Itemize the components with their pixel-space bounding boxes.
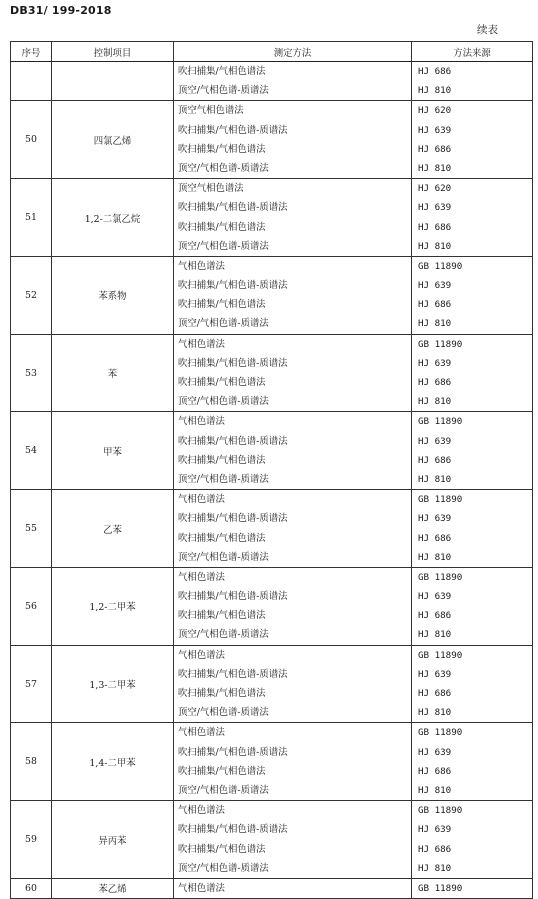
source-line: HJ 810 xyxy=(418,240,452,252)
row-methods xyxy=(174,567,412,645)
row-seq: 60 xyxy=(11,878,52,898)
source-line: HJ 639 xyxy=(418,435,452,447)
row-item: 四氯乙烯 xyxy=(52,101,174,179)
row-seq: 58 xyxy=(11,723,52,801)
source-line: GB 11890 xyxy=(418,649,463,661)
method-line: 顶空/气相色谱-质谱法 xyxy=(178,396,269,408)
source-line: HJ 639 xyxy=(418,202,452,214)
source-line: HJ 686 xyxy=(418,688,452,699)
row-seq: 59 xyxy=(11,801,52,879)
source-line: HJ 810 xyxy=(418,318,452,330)
source-line: HJ 686 xyxy=(418,221,452,233)
row-seq: 50 xyxy=(11,101,52,179)
row-methods xyxy=(174,490,412,568)
method-line: 吹扫捕集/气相色谱-质谱法 xyxy=(178,435,288,447)
source-line: HJ 686 xyxy=(418,377,452,388)
method-line: 吹扫捕集/气相色谱-质谱法 xyxy=(178,591,288,603)
row-seq xyxy=(11,62,52,101)
method-line: 吹扫捕集/气相色谱法 xyxy=(178,221,266,233)
method-line: 顶空/气相色谱-质谱法 xyxy=(178,473,269,485)
row-item: 苯乙烯 xyxy=(52,878,174,898)
source-line: HJ 686 xyxy=(418,765,452,777)
row-methods xyxy=(174,334,412,412)
row-item: 异丙苯 xyxy=(52,801,174,879)
header-seq: 序号 xyxy=(11,42,52,62)
row-item: 1,3-二甲苯 xyxy=(52,645,174,723)
row-sources xyxy=(412,645,533,723)
row-item: 1,2-二氯乙烷 xyxy=(52,179,174,257)
method-line: 顶空/气相色谱-质谱法 xyxy=(178,162,269,174)
method-line: 吹扫捕集/气相色谱-质谱法 xyxy=(178,668,288,680)
method-line: 吹扫捕集/气相色谱法 xyxy=(178,66,266,77)
row-methods xyxy=(174,179,412,257)
method-line: 吹扫捕集/气相色谱法 xyxy=(178,843,266,855)
method-line: 吹扫捕集/气相色谱-质谱法 xyxy=(178,280,288,292)
row-methods xyxy=(174,878,412,898)
document-code: DB31/ 199-2018 xyxy=(10,4,112,17)
row-sources xyxy=(412,256,533,334)
row-item: 甲苯 xyxy=(52,412,174,490)
source-line: GB 11890 xyxy=(418,416,463,428)
row-item: 苯 xyxy=(52,334,174,412)
row-item: 1,4-二甲苯 xyxy=(52,723,174,801)
row-methods xyxy=(174,645,412,723)
row-methods xyxy=(174,412,412,490)
method-line: 顶空/气相色谱-质谱法 xyxy=(178,85,269,97)
source-line: HJ 810 xyxy=(418,396,452,408)
source-line: HJ 639 xyxy=(418,668,452,680)
table-row xyxy=(11,645,533,723)
header-item: 控制项目 xyxy=(52,42,174,62)
row-methods xyxy=(174,723,412,801)
source-line: HJ 686 xyxy=(418,143,452,155)
row-sources xyxy=(412,723,533,801)
method-line: 气相色谱法 xyxy=(178,494,225,506)
source-line: HJ 686 xyxy=(418,66,452,77)
method-line: 气相色谱法 xyxy=(178,882,225,894)
method-line: 吹扫捕集/气相色谱法 xyxy=(178,454,266,466)
source-line: HJ 686 xyxy=(418,454,452,466)
source-line: GB 11890 xyxy=(418,727,463,739)
source-line: HJ 639 xyxy=(418,513,452,525)
method-line: 吹扫捕集/气相色谱法 xyxy=(178,143,266,155)
row-sources xyxy=(412,412,533,490)
row-seq: 55 xyxy=(11,490,52,568)
row-sources xyxy=(412,334,533,412)
table-body xyxy=(11,62,533,899)
row-item: 乙苯 xyxy=(52,490,174,568)
row-item: 1,2-二甲苯 xyxy=(52,567,174,645)
row-sources xyxy=(412,567,533,645)
method-line: 吹扫捕集/气相色谱法 xyxy=(178,610,266,622)
row-sources xyxy=(412,62,533,101)
method-line: 吹扫捕集/气相色谱-质谱法 xyxy=(178,202,288,214)
source-line: HJ 686 xyxy=(418,843,452,855)
method-line: 顶空/气相色谱-质谱法 xyxy=(178,784,269,796)
row-item: 苯系物 xyxy=(52,256,174,334)
source-line: HJ 810 xyxy=(418,629,452,641)
method-line: 顶空气相色谱法 xyxy=(178,183,244,195)
method-line: 吹扫捕集/气相色谱-质谱法 xyxy=(178,824,288,836)
row-methods xyxy=(174,801,412,879)
method-line: 气相色谱法 xyxy=(178,416,225,428)
row-methods xyxy=(174,101,412,179)
method-line: 气相色谱法 xyxy=(178,260,225,272)
continued-label: 续表 xyxy=(477,24,498,36)
row-seq: 54 xyxy=(11,412,52,490)
row-sources xyxy=(412,878,533,898)
method-line: 顶空/气相色谱-质谱法 xyxy=(178,318,269,330)
table-row xyxy=(11,878,533,898)
source-line: HJ 686 xyxy=(418,532,452,544)
method-line: 顶空/气相色谱-质谱法 xyxy=(178,862,269,874)
method-line: 吹扫捕集/气相色谱-质谱法 xyxy=(178,746,288,758)
method-line: 吹扫捕集/气相色谱-质谱法 xyxy=(178,124,288,136)
row-item xyxy=(52,62,174,101)
method-line: 气相色谱法 xyxy=(178,727,225,739)
source-line: HJ 686 xyxy=(418,610,452,622)
row-sources xyxy=(412,490,533,568)
row-seq: 56 xyxy=(11,567,52,645)
row-methods xyxy=(174,62,412,101)
source-line: HJ 620 xyxy=(418,183,452,195)
method-line: 吹扫捕集/气相色谱-质谱法 xyxy=(178,357,288,369)
table-row xyxy=(11,179,533,257)
method-line: 顶空气相色谱法 xyxy=(178,105,244,117)
header-source: 方法来源 xyxy=(412,42,533,62)
source-line: HJ 810 xyxy=(418,707,452,719)
method-line: 气相色谱法 xyxy=(178,805,225,817)
table-row xyxy=(11,256,533,334)
source-line: HJ 639 xyxy=(418,280,452,292)
table-row xyxy=(11,723,533,801)
row-sources xyxy=(412,801,533,879)
source-line: HJ 810 xyxy=(418,784,452,796)
source-line: HJ 620 xyxy=(418,105,452,117)
row-seq: 52 xyxy=(11,256,52,334)
source-line: HJ 686 xyxy=(418,299,452,311)
row-seq: 57 xyxy=(11,645,52,723)
table-row xyxy=(11,567,533,645)
source-line: HJ 639 xyxy=(418,746,452,758)
header-method: 测定方法 xyxy=(174,42,412,62)
method-line: 气相色谱法 xyxy=(178,338,225,350)
method-line: 气相色谱法 xyxy=(178,649,225,661)
table-row xyxy=(11,62,533,101)
source-line: HJ 639 xyxy=(418,591,452,603)
table-row xyxy=(11,801,533,879)
method-line: 吹扫捕集/气相色谱法 xyxy=(178,765,266,777)
source-line: GB 11890 xyxy=(418,805,463,817)
source-line: GB 11890 xyxy=(418,571,463,583)
source-line: GB 11890 xyxy=(418,260,463,272)
source-line: HJ 810 xyxy=(418,473,452,485)
method-line: 顶空/气相色谱-质谱法 xyxy=(178,707,269,719)
source-line: HJ 810 xyxy=(418,862,452,874)
source-line: HJ 639 xyxy=(418,124,452,136)
source-line: HJ 810 xyxy=(418,162,452,174)
row-methods xyxy=(174,256,412,334)
row-sources xyxy=(412,101,533,179)
methods-table xyxy=(10,41,533,899)
table-row xyxy=(11,334,533,412)
method-line: 顶空/气相色谱-质谱法 xyxy=(178,240,269,252)
source-line: GB 11890 xyxy=(418,882,463,894)
method-line: 吹扫捕集/气相色谱法 xyxy=(178,299,266,311)
table-row xyxy=(11,412,533,490)
method-line: 吹扫捕集/气相色谱法 xyxy=(178,532,266,544)
row-seq: 53 xyxy=(11,334,52,412)
method-line: 顶空/气相色谱-质谱法 xyxy=(178,551,269,563)
source-line: GB 11890 xyxy=(418,338,463,350)
source-line: HJ 639 xyxy=(418,357,452,369)
method-line: 气相色谱法 xyxy=(178,571,225,583)
table-row xyxy=(11,101,533,179)
method-line: 吹扫捕集/气相色谱法 xyxy=(178,377,266,388)
source-line: HJ 810 xyxy=(418,551,452,563)
row-seq: 51 xyxy=(11,179,52,257)
table-header-row xyxy=(11,42,533,62)
source-line: GB 11890 xyxy=(418,494,463,506)
row-sources xyxy=(412,179,533,257)
source-line: HJ 639 xyxy=(418,824,452,836)
table-row xyxy=(11,490,533,568)
method-line: 吹扫捕集/气相色谱法 xyxy=(178,688,266,699)
method-line: 顶空/气相色谱-质谱法 xyxy=(178,629,269,641)
method-line: 吹扫捕集/气相色谱-质谱法 xyxy=(178,513,288,525)
source-line: HJ 810 xyxy=(418,85,452,97)
